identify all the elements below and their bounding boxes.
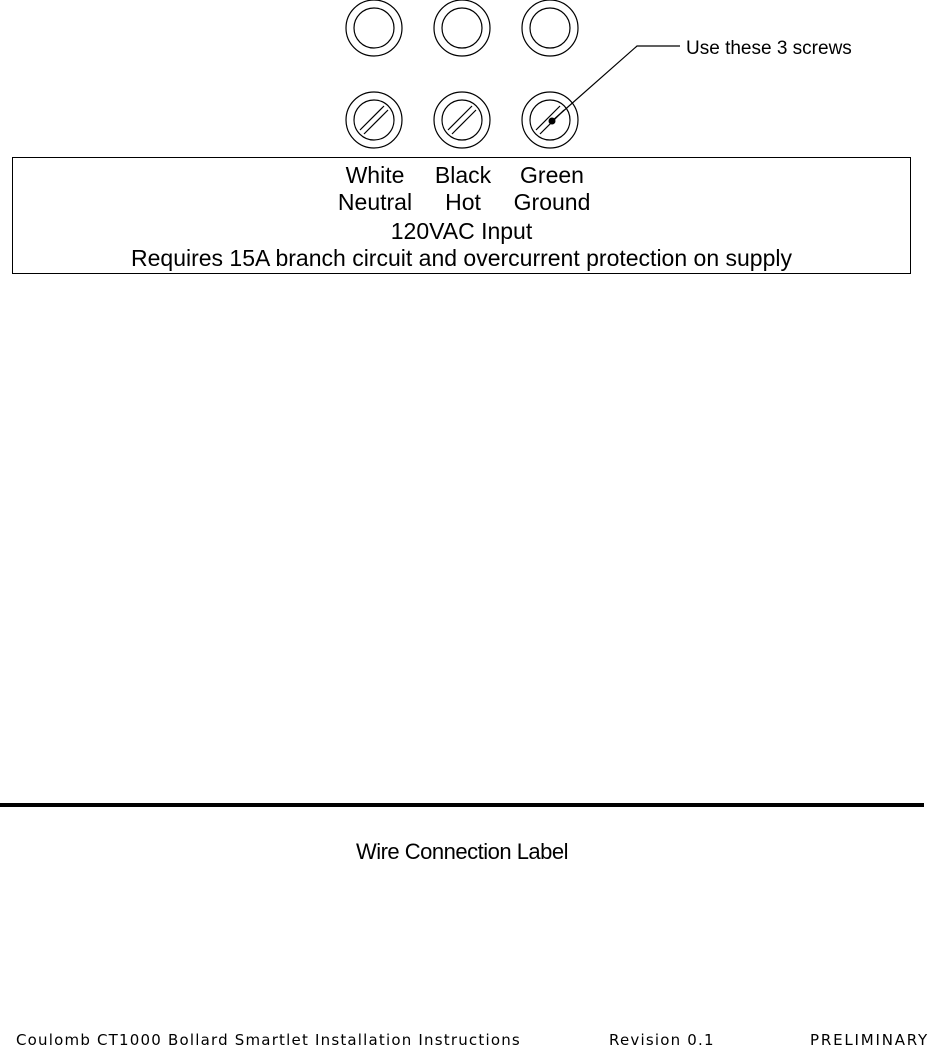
top-left-screw xyxy=(346,0,402,56)
neutral-terminal-screw xyxy=(346,92,402,148)
wire-function-hot: Hot xyxy=(445,189,481,215)
footer-status: PRELIMINARY xyxy=(810,1031,929,1049)
wire-function-row xyxy=(13,188,910,216)
callout-label: Use these 3 screws xyxy=(686,38,852,59)
wire-color-green: Green xyxy=(520,162,584,188)
wire-function-neutral: Neutral xyxy=(337,189,413,215)
hot-terminal-screw xyxy=(434,92,490,148)
terminal-block-diagram xyxy=(0,0,935,160)
footer-revision: Revision 0.1 xyxy=(609,1031,715,1049)
figure-divider xyxy=(0,803,924,807)
wire-color-white: White xyxy=(345,162,405,188)
circuit-requirement-text: Requires 15A branch circuit and overcurrent protection on supply xyxy=(131,245,792,271)
input-voltage-text: 120VAC Input xyxy=(390,218,533,244)
figure-caption: Wire Connection Label xyxy=(355,839,569,864)
footer-document-title: Coulomb CT1000 Bollard Smartlet Installation Instructions xyxy=(16,1031,521,1049)
wire-color-black: Black xyxy=(434,162,492,188)
top-middle-screw xyxy=(434,0,490,56)
wire-color-row xyxy=(13,161,910,189)
top-right-screw xyxy=(522,0,578,56)
wire-function-ground: Ground xyxy=(513,189,591,215)
wire-connection-label-box xyxy=(12,157,911,274)
